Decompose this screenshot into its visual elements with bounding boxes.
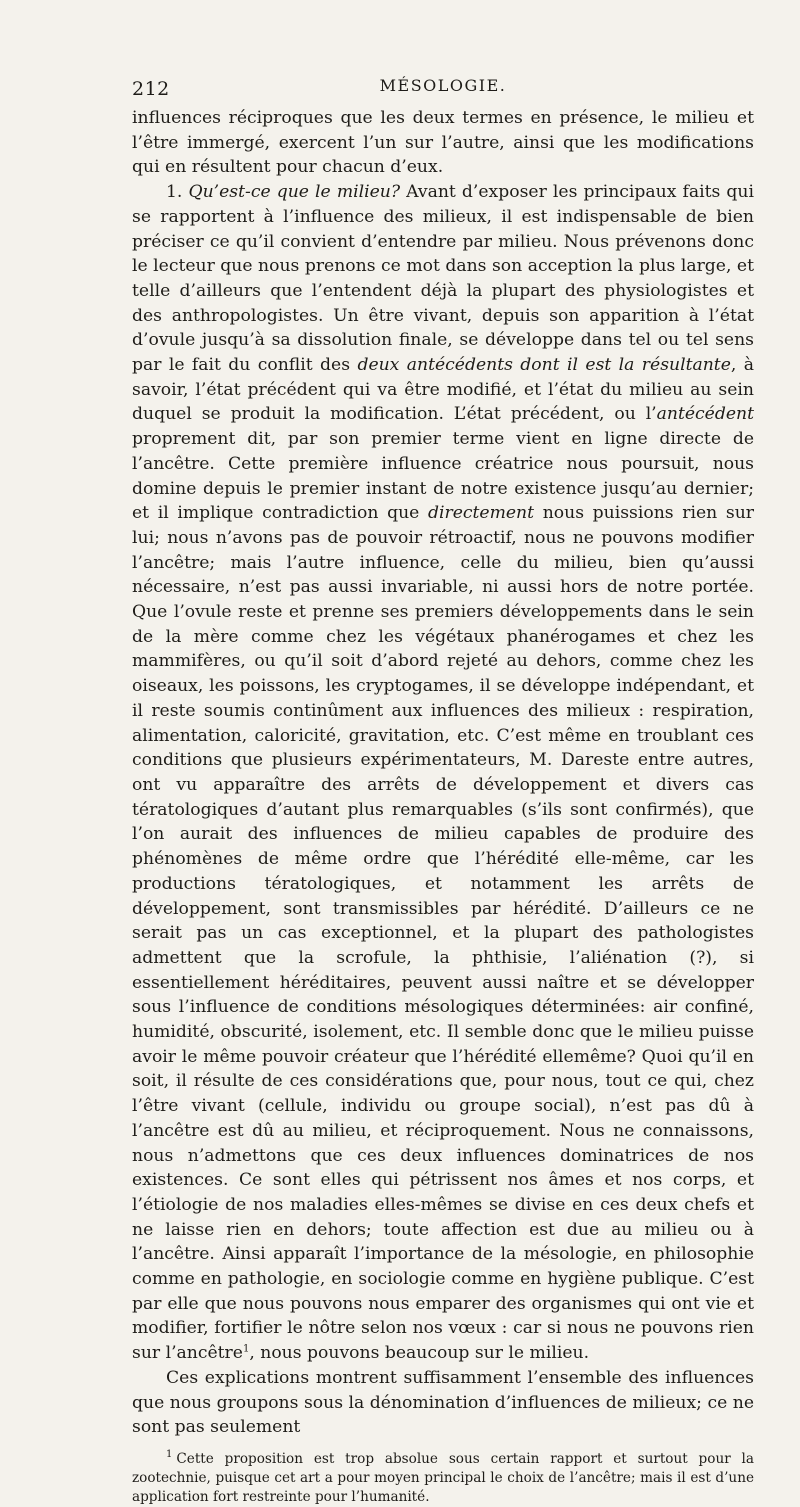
italic-phrase: Qu’est-ce que le milieu?	[188, 182, 401, 203]
text-run: influences réciproques que les deux termes en présence, le milieu et l’être immergé, exercent l’un sur l’autre, ainsi que les modifications qui en résultent pour chacun d’eux.	[132, 108, 754, 178]
text-run: Ces explications montrent suffisamment l’ensemble des influences que nous groupons sous la dénomination d’influences de milieux; ce ne sont pas seulement	[132, 1367, 754, 1438]
italic-phrase: directement	[428, 503, 535, 524]
running-title: MÉSOLOGIE.	[379, 76, 507, 95]
text-run: 1.	[166, 182, 189, 203]
text-run: proprement dit, par son premier terme vient en ligne directe de l’ancêtre. Cette première influence créatrice nous poursuit, nous domine depuis le premier instant de notre existence jusqu’au dernier; et il implique contradiction que	[132, 429, 754, 524]
paragraph	[132, 180, 754, 1366]
text-run: , à savoir, l’état précédent qui va être modifié, et l’état du milieu au sein duquel se produit la modification. L’état précédent, ou l’	[132, 355, 754, 425]
page-number: 212	[132, 78, 170, 100]
footnote-marker: 1	[166, 1449, 173, 1461]
text-run: , nous pouvons beaucoup sur le milieu.	[249, 1343, 590, 1364]
page-header	[132, 72, 754, 106]
footnote	[132, 1450, 754, 1507]
italic-phrase: antécédent	[656, 404, 754, 425]
body-text	[132, 106, 754, 1440]
page	[132, 72, 754, 1507]
paragraph	[132, 106, 754, 180]
italic-phrase: deux antécédents dont il est la résultante	[357, 355, 731, 376]
footnote-text: Cette proposition est trop absolue sous certain rapport et surtout pour la zootechnie, puisque cet art a pour moyen principal le choix de l’ancêtre; mais il est d’une application fort restreinte pour l’humanité.	[132, 1450, 754, 1505]
text-run: nous puissions rien sur lui; nous n’avons pas de pouvoir rétroactif, nous ne pouvons modifier l’ancêtre; mais l’autre influence, celle du milieu, bien qu’aussi nécessaire, n’est pas aussi invariable, ni aussi hors de notre portée. Que l’ovule reste et prenne ses premiers développements dans le sein de la mère comme chez les végétaux phanérogames et chez les mammifères, ou qu’il soit d’abord rejeté au dehors, comme chez les oiseaux, les poissons, les cryptogames, il se développe indépendant, et il reste soumis continûment aux influences des milieux : respiration, alimentation, caloricité, gravitation, etc. C’est même en troublant ces conditions que plusieurs expérimentateurs, M. Dareste entre autres, ont vu apparaître des arrêts de développement et divers cas tératologiques d’autant plus remarquables (s’ils sont confirmés), que l’on aurait des influences de milieu capables de produire des phénomènes de même ordre que l’hérédité elle-même, car les productions tératologiques, et notamment les arrêts de développement, sont transmissibles par hérédité. D’ailleurs ce ne serait pas un cas exceptionnel, et la plupart des pathologistes admettent que la scrofule, la phthisie, l’aliénation (?), si essentiellement héréditaires, peuvent aussi naître et se développer sous l’influence de conditions mésologiques déterminées: air confiné, humidité, obscurité, isolement, etc. Il semble donc que le milieu puisse avoir le même pouvoir créateur que l’hérédité ellemême? Quoi qu’il en soit, il résulte de ces considérations que, pour nous, tout ce qui, chez l’être vivant (cellule, individu ou groupe social), n’est pas dû à l’ancêtre est dû au milieu, et réciproquement. Nous ne connaissons, nous n’admettons que ces deux influences dominatrices de nos existences. Ce sont elles qui pétrissent nos âmes et nos corps, et l’étiologie de nos maladies elles-mêmes se divise en ces deux chefs et ne laisse rien en dehors; toute affection est due au milieu ou à l’ancêtre. Ainsi apparaît l’importance de la mésologie, en philosophie comme en pathologie, en sociologie comme en hygiène publique. C’est par elle que nous pouvons nous emparer des organismes qui ont vie et modifier, fortifier le nôtre selon nos vœux : car si nous ne pouvons rien sur l’ancêtre	[132, 503, 754, 1364]
footnote-reference: 1	[242, 1343, 250, 1355]
paragraph	[132, 1366, 754, 1440]
text-run: Avant d’exposer les principaux faits qui se rapportent à l’influence des milieux, il est indispensable de bien préciser ce qu’il convient d’entendre par milieu. Nous prévenons donc le lecteur que nous prenons ce mot dans son acception la plus large, et telle d’ailleurs que l’entendent déjà la plupart des physiologistes et des anthropologistes. Un être vivant, depuis son apparition à l’état d’ovule jusqu’à sa dissolution finale, se développe dans tel ou tel sens par le fait du conflit des	[132, 182, 754, 376]
